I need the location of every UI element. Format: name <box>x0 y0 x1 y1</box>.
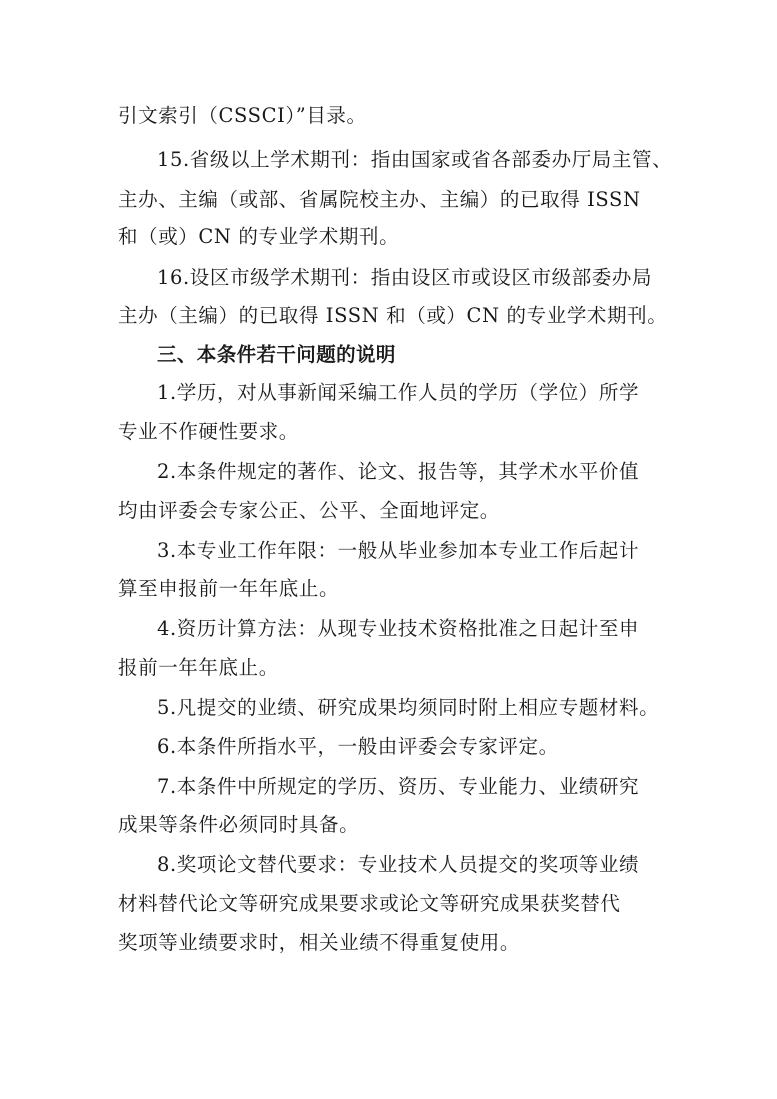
item-8-line-2: 材料替代论文等研究成果要求或论文等研究成果获奖替代 <box>118 892 621 915</box>
item-1-line-1: 1.学历，对从事新闻采编工作人员的学历（学位）所学 <box>157 381 640 404</box>
item-5-line-1: 5.凡提交的业绩、研究成果均须同时附上相应专题材料。 <box>157 696 660 719</box>
item-7-line-1: 7.本条件中所规定的学历、资历、专业能力、业绩研究 <box>157 775 640 798</box>
paragraph-15-line-3: 和（或）CN 的专业学术期刊。 <box>118 225 400 248</box>
paragraph-16-line-1: 16.设区市级学术期刊：指由设区市或设区市级部委办局 <box>157 266 653 289</box>
paragraph-15-line-1: 15.省级以上学术期刊：指由国家或省各部委办厅局主管、 <box>157 148 673 171</box>
item-7-line-2: 成果等条件必须同时具备。 <box>118 813 360 836</box>
paragraph-15-line-2: 主办、主编（或部、省属院校主办、主编）的已取得 ISSN <box>118 188 641 211</box>
item-8-line-1: 8.奖项论文替代要求：专业技术人员提交的奖项等业绩 <box>157 853 640 876</box>
item-2-line-1: 2.本条件规定的著作、论文、报告等，其学术水平价值 <box>157 460 640 483</box>
item-8-line-3: 奖项等业绩要求时，相关业绩不得重复使用。 <box>118 931 521 954</box>
paragraph-16-line-2: 主办（主编）的已取得 ISSN 和（或）CN 的专业学术期刊。 <box>118 304 668 327</box>
item-2-line-2: 均由评委会专家公正、公平、全面地评定。 <box>118 499 500 522</box>
item-4-line-2: 报前一年年底止。 <box>118 656 279 679</box>
item-3-line-2: 算至申报前一年年底止。 <box>118 577 340 600</box>
item-6-line-1: 6.本条件所指水平，一般由评委会专家评定。 <box>157 735 559 758</box>
text-line: 引文索引（CSSCI）”目录。 <box>118 104 367 127</box>
item-4-line-1: 4.资历计算方法：从现专业技术资格批准之日起计至申 <box>157 617 640 640</box>
item-3-line-1: 3.本专业工作年限：一般从毕业参加本专业工作后起计 <box>157 539 640 562</box>
item-1-line-2: 专业不作硬性要求。 <box>118 420 299 443</box>
section-heading: 三、本条件若干问题的说明 <box>157 343 396 366</box>
